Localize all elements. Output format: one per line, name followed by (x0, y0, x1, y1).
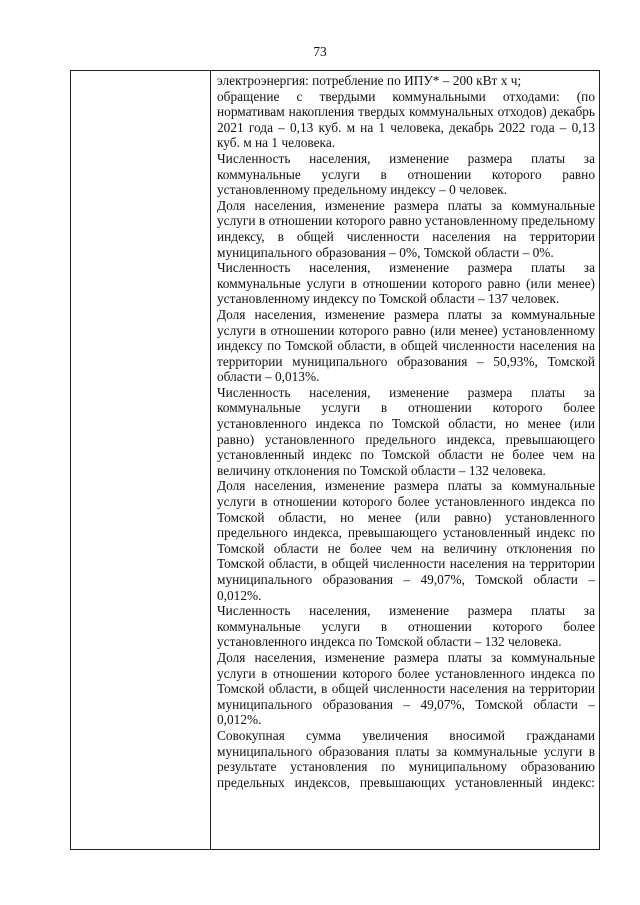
paragraph-share-within-deviation: Доля населения, изменение размера платы за коммунальные услуги в отношении которого более установленного индекса по Томской области, но менее (или равно) установленного предельного индекса, превышающего установленный индекс по Томской области не более чем на величину отклонения по Томской области, в общей численности населения на территории муниципального образования – 49,07%, Томской области – 0,012%. (217, 478, 595, 603)
paragraph-population-equal-limit: Численность населения, изменение размера платы за коммунальные услуги в отношении которого равно установленному предельному индексу – 0 человек. (217, 150, 595, 198)
paragraph-electricity: электроэнергия: потребление по ИПУ* – 200 кВт х ч; (217, 73, 522, 88)
column-divider (210, 71, 211, 849)
page-number: 73 (313, 44, 327, 59)
paragraph-share-equal-limit: Доля населения, изменение размера платы за коммунальные услуги в отношении которого равно установленному предельному индексу, в общей численности населения на территории муниципального образования – 0%, Томской области – 0%. (217, 197, 595, 260)
document-table (70, 70, 600, 850)
paragraph-total-increase: Совокупная сумма увеличения вносимой гражданами муниципального образования платы за коммунальные услуги в результате установления по муниципальному образованию предельных индексов, превышающих установленный индекс: (217, 727, 595, 790)
paragraph-share-above-regional: Доля населения, изменение размера платы за коммунальные услуги в отношении которого более установленного индекса по Томской области, в общей численности населения на территории муниципального образования – 49,07%, Томской области – 0,012%. (217, 649, 595, 728)
paragraph-share-equal-regional: Доля населения, изменение размера платы за коммунальные услуги в отношении которого равно (или менее) установленному индексу по Томской области, в общей численности населения на территории муниципального образования – 50,93%, Томской области – 0,013%. (217, 306, 595, 385)
paragraph-population-equal-regional: Численность населения, изменение размера платы за коммунальные услуги в отношении которого равно (или менее) установленному индексу по Томской области – 137 человек. (217, 260, 595, 307)
paragraph-solid-waste: обращение с твердыми коммунальными отходами: (по нормативам накопления твердых коммунальных отходов) декабрь 2021 года – 0,13 куб. м на 1 человека, декабрь 2022 года – 0,13 куб. м на 1 человека. (217, 88, 595, 151)
table-right-cell (217, 73, 595, 849)
paragraph-population-above-regional: Численность населения, изменение размера платы за коммунальные услуги в отношении которого более установленного индекса по Томской области – 132 человека. (217, 603, 595, 650)
table-left-cell (71, 71, 210, 849)
paragraph-population-within-deviation: Численность населения, изменение размера платы за коммунальные услуги в отношении которого более установленного индекса по Томской области, но менее (или равно) установленного предельного индекса, превышающего установленный индекс по Томской области не более чем на величину отклонения по Томской области – 132 человека. (217, 384, 595, 478)
